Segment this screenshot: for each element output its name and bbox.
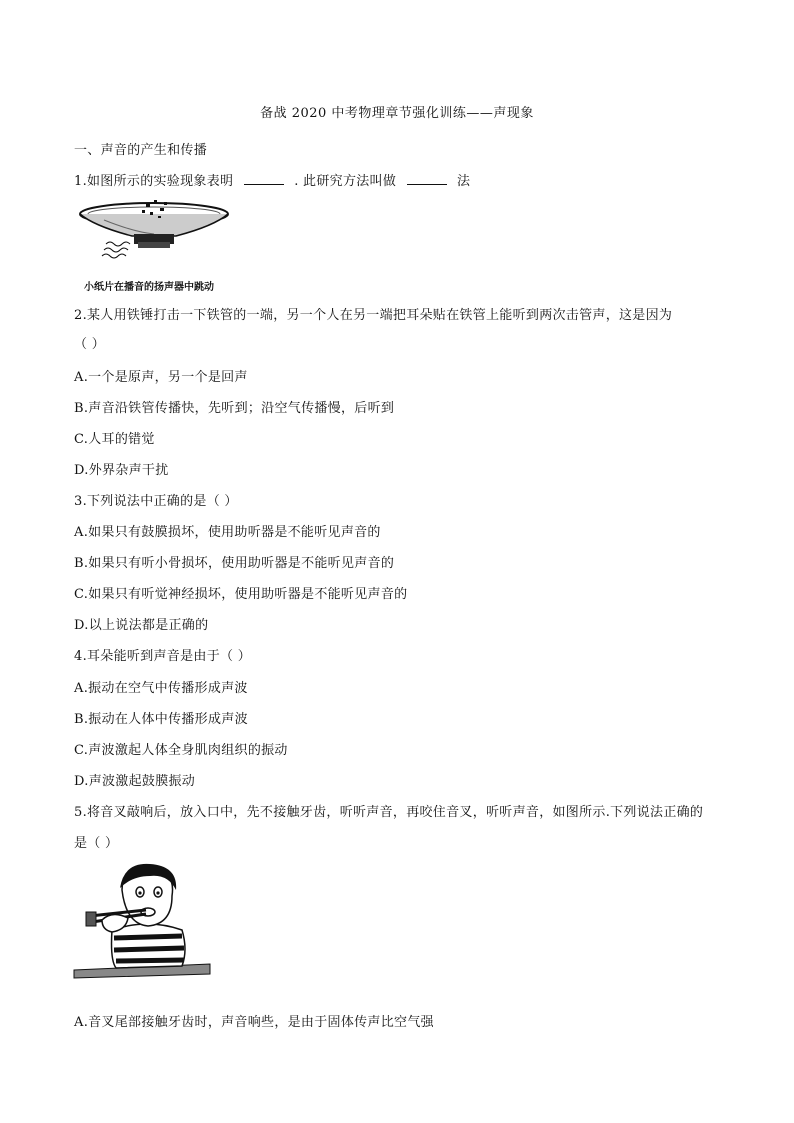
figure-1-caption: 小纸片在播音的扬声器中跳动	[84, 282, 214, 293]
question-4-stem: 4.耳朵能听到声音是由于（ ）	[74, 649, 252, 664]
q1-blank-1	[244, 173, 284, 185]
question-2-stem: 2.某人用铁锤打击一下铁管的一端，另一个人在另一端把耳朵贴在铁管上能听到两次击管声，这是因为	[74, 308, 673, 323]
question-2-stem-cont: （ ）	[74, 337, 106, 352]
question-3-stem: 3.下列说法中正确的是（ ）	[74, 494, 238, 509]
question-5-stem: 5.将音叉敲响后，放入口中，先不接触牙齿，听听声音，再咬住音叉，听听声音，如图所示.下列说法正确的	[74, 805, 704, 820]
section-heading: 一、声音的产生和传播	[74, 143, 208, 158]
q1-blank-2	[407, 173, 447, 185]
boy-tuning-fork-figure	[72, 860, 212, 980]
q5-option-a: A.音叉尾部接触牙齿时，声音响些，是由于固体传声比空气强	[74, 1015, 434, 1030]
q4-option-a: A.振动在空气中传播形成声波	[74, 681, 248, 696]
q2-option-a: A.一个是原声，另一个是回声	[74, 370, 248, 385]
q2-option-c: C.人耳的错觉	[74, 432, 155, 447]
q1-text-c: 法	[457, 174, 471, 189]
q2-option-d: D.外界杂声干扰	[74, 463, 169, 478]
q3-option-a: A.如果只有鼓膜损坏，使用助听器是不能听见声音的	[74, 525, 381, 540]
question-1	[74, 170, 470, 189]
document-title: 备战 2020 中考物理章节强化训练——声现象	[260, 106, 534, 121]
q1-text-a: 1.如图所示的实验现象表明	[74, 174, 234, 189]
q2-option-b: B.声音沿铁管传播快，先听到；沿空气传播慢，后听到	[74, 401, 395, 416]
q1-text-b: . 此研究方法叫做	[294, 174, 397, 189]
q3-option-c: C.如果只有听觉神经损坏，使用助听器是不能听见声音的	[74, 587, 408, 602]
q4-option-d: D.声波激起鼓膜振动	[74, 774, 196, 789]
q3-option-d: D.以上说法都是正确的	[74, 618, 209, 633]
q4-option-b: B.振动在人体中传播形成声波	[74, 712, 248, 727]
question-5-stem-cont: 是（ ）	[74, 836, 119, 851]
q4-option-c: C.声波激起人体全身肌肉组织的振动	[74, 743, 288, 758]
q3-option-b: B.如果只有听小骨损坏，使用助听器是不能听见声音的	[74, 556, 395, 571]
